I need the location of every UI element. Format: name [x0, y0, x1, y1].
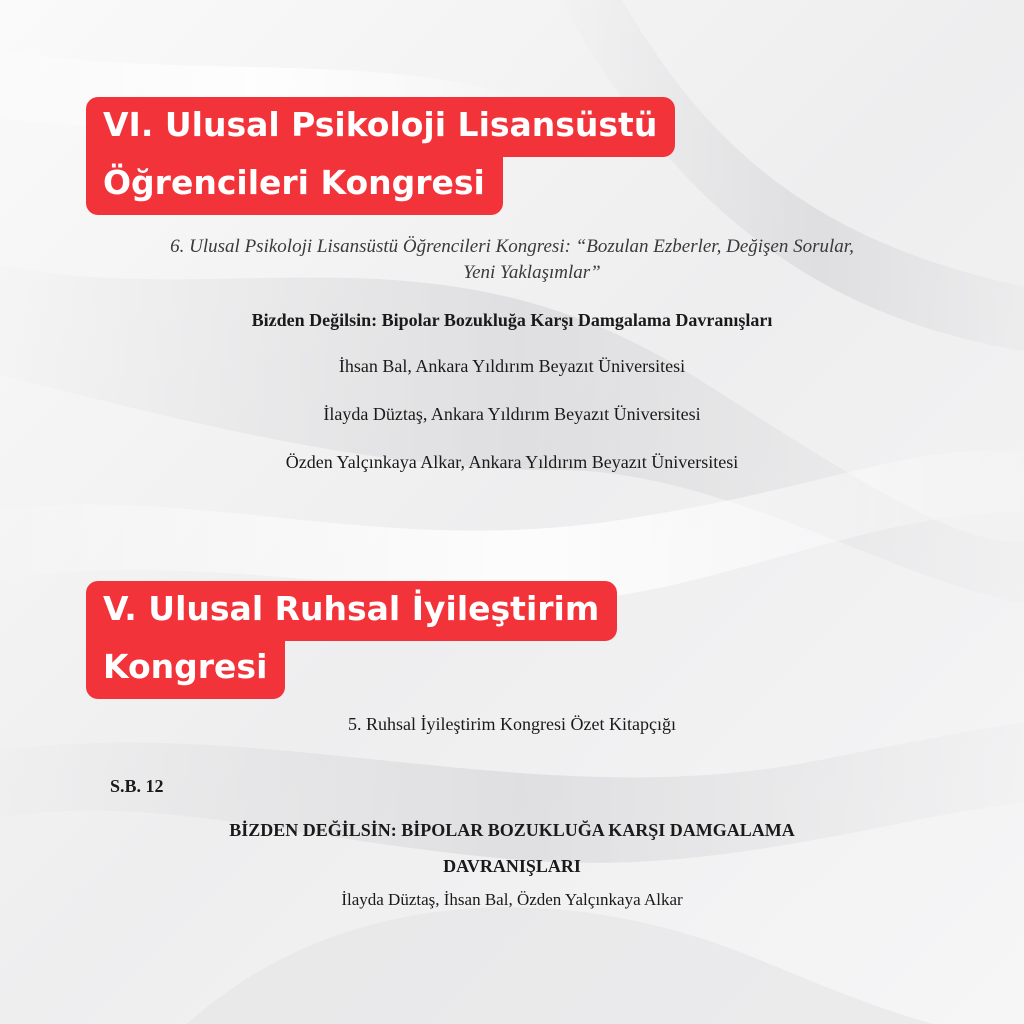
- paper-title-line-1: BİZDEN DEĞİLSİN: BİPOLAR BOZUKLUĞA KARŞI DAMGALAMA: [229, 820, 795, 840]
- author-line: Özden Yalçınkaya Alkar, Ankara Yıldırım Beyazıt Üniversitesi: [285, 452, 739, 472]
- heading-line-2: Kongresi: [86, 639, 285, 699]
- author-line: İhsan Bal, Ankara Yıldırım Beyazıt Üniversitesi: [338, 356, 686, 376]
- congress-subtitle-line-1: 6. Ulusal Psikoloji Lisansüstü Öğrencileri Kongresi: “Bozulan Ezberler, Değişen Sorular,: [170, 236, 854, 257]
- author-line: İlayda Düztaş, Ankara Yıldırım Beyazıt Üniversitesi: [323, 404, 701, 424]
- heading-line-1: V. Ulusal Ruhsal İyileştirim: [86, 581, 617, 641]
- paper-title-line-2: DAVRANIŞLARI: [443, 856, 581, 876]
- booklet-title: 5. Ruhsal İyileştirim Kongresi Özet Kitapçığı: [348, 714, 676, 734]
- paper-title: Bizden Değilsin: Bipolar Bozukluğa Karşı Damgalama Davranışları: [251, 310, 773, 330]
- heading-line-2: Öğrencileri Kongresi: [86, 155, 503, 215]
- congress-subtitle-line-2: Yeni Yaklaşımlar”: [463, 262, 601, 283]
- session-code: S.B. 12: [110, 776, 164, 796]
- heading-line-1: VI. Ulusal Psikoloji Lisansüstü: [86, 97, 675, 157]
- author-list: İlayda Düztaş, İhsan Bal, Özden Yalçınkaya Alkar: [341, 890, 683, 909]
